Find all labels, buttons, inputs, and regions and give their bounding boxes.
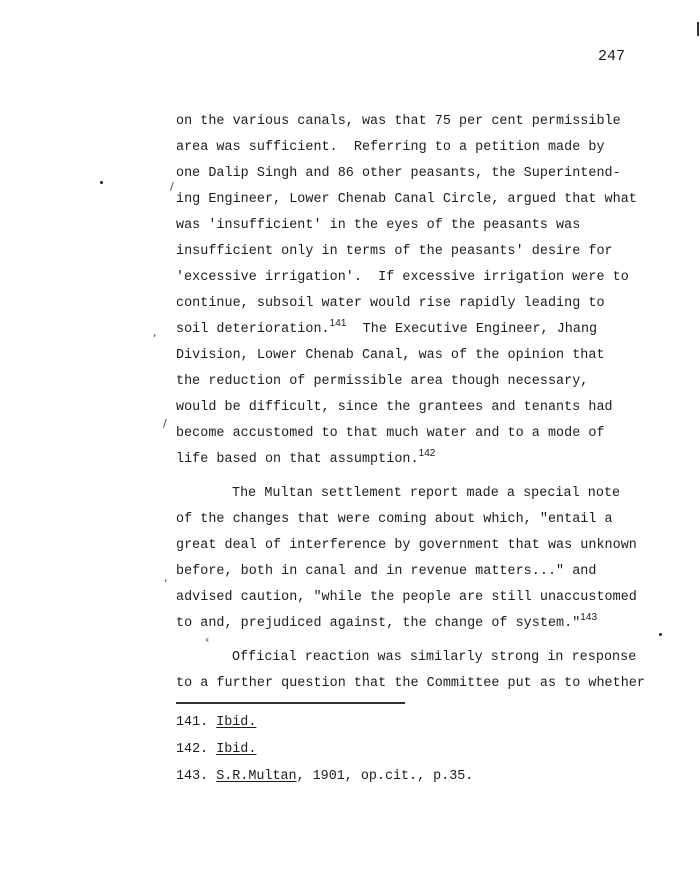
paragraph-start: Official reaction was similarly strong in response xyxy=(232,650,637,665)
line-text: soil deterioration. xyxy=(176,322,330,337)
text-line: of the changes that were coming about which, "entail a xyxy=(176,512,613,527)
text-line: one Dalip Singh and 86 other peasants, the Superintend- xyxy=(176,166,621,181)
margin-tick-mark: / xyxy=(163,417,167,430)
footnote-143 xyxy=(176,763,473,790)
footnote-ref-142[interactable]: 142 xyxy=(418,448,436,459)
text-line xyxy=(176,317,656,343)
text-line: 'excessive irrigation'. If excessive irrigation were to xyxy=(176,270,629,285)
page-number: 247 xyxy=(598,48,626,65)
text-line: would be difficult, since the grantees and tenants had xyxy=(176,400,613,415)
text-line: area was sufficient. Referring to a petition made by xyxy=(176,140,605,155)
footnote-141 xyxy=(176,709,473,736)
text-line xyxy=(176,447,656,473)
scan-speck xyxy=(659,633,662,636)
text-line: become accustomed to that much water and to a mode of xyxy=(176,426,605,441)
margin-tick-mark: / xyxy=(170,180,174,193)
text-line: ing Engineer, Lower Chenab Canal Circle, argued that what xyxy=(176,192,637,207)
body-text xyxy=(176,109,656,697)
text-line: insufficient only in terms of the peasants' desire for xyxy=(176,244,613,259)
page-edge-mark xyxy=(697,22,699,36)
footnote-ref-141[interactable]: 141 xyxy=(329,318,347,329)
footnote-citation: S.R.Multan xyxy=(216,769,297,784)
line-text: to and, prejudiced against, the change of system." xyxy=(176,616,581,631)
footnote-142 xyxy=(176,736,473,763)
paragraph-start: The Multan settlement report made a special note xyxy=(232,486,621,501)
footnote-number: 141. xyxy=(176,715,209,730)
text-line: the reduction of permissible area though necessary, xyxy=(176,374,589,389)
line-text: The Executive Engineer, Jhang xyxy=(346,322,598,337)
text-line xyxy=(176,611,656,637)
footnote-number: 143. xyxy=(176,769,209,784)
text-line: great deal of interference by government that was unknown xyxy=(176,538,637,553)
footnote-citation: Ibid. xyxy=(216,742,257,757)
margin-tick-mark: , xyxy=(164,571,168,584)
margin-tick-mark: ‹ xyxy=(205,633,210,646)
text-line: advised caution, "while the people are still unaccustomed xyxy=(176,590,637,605)
text-line: before, both in canal and in revenue matters..." and xyxy=(176,564,597,579)
text-line: to a further question that the Committee put as to whether xyxy=(176,676,645,691)
footnote-ref-143[interactable]: 143 xyxy=(580,612,598,623)
text-line: Division, Lower Chenab Canal, was of the opinion that xyxy=(176,348,605,363)
footnote-citation: Ibid. xyxy=(216,715,257,730)
footnote-rule xyxy=(176,702,405,704)
text-line: was 'insufficient' in the eyes of the peasants was xyxy=(176,218,581,233)
footnote-number: 142. xyxy=(176,742,209,757)
text-line: on the various canals, was that 75 per cent permissible xyxy=(176,114,621,129)
margin-tick-mark: , xyxy=(153,326,157,339)
text-line: continue, subsoil water would rise rapidly leading to xyxy=(176,296,605,311)
footnote-text: , 1901, op.cit., p.35. xyxy=(296,769,474,784)
footnotes xyxy=(176,709,473,790)
scan-speck xyxy=(100,181,103,184)
line-text: life based on that assumption. xyxy=(176,452,419,467)
